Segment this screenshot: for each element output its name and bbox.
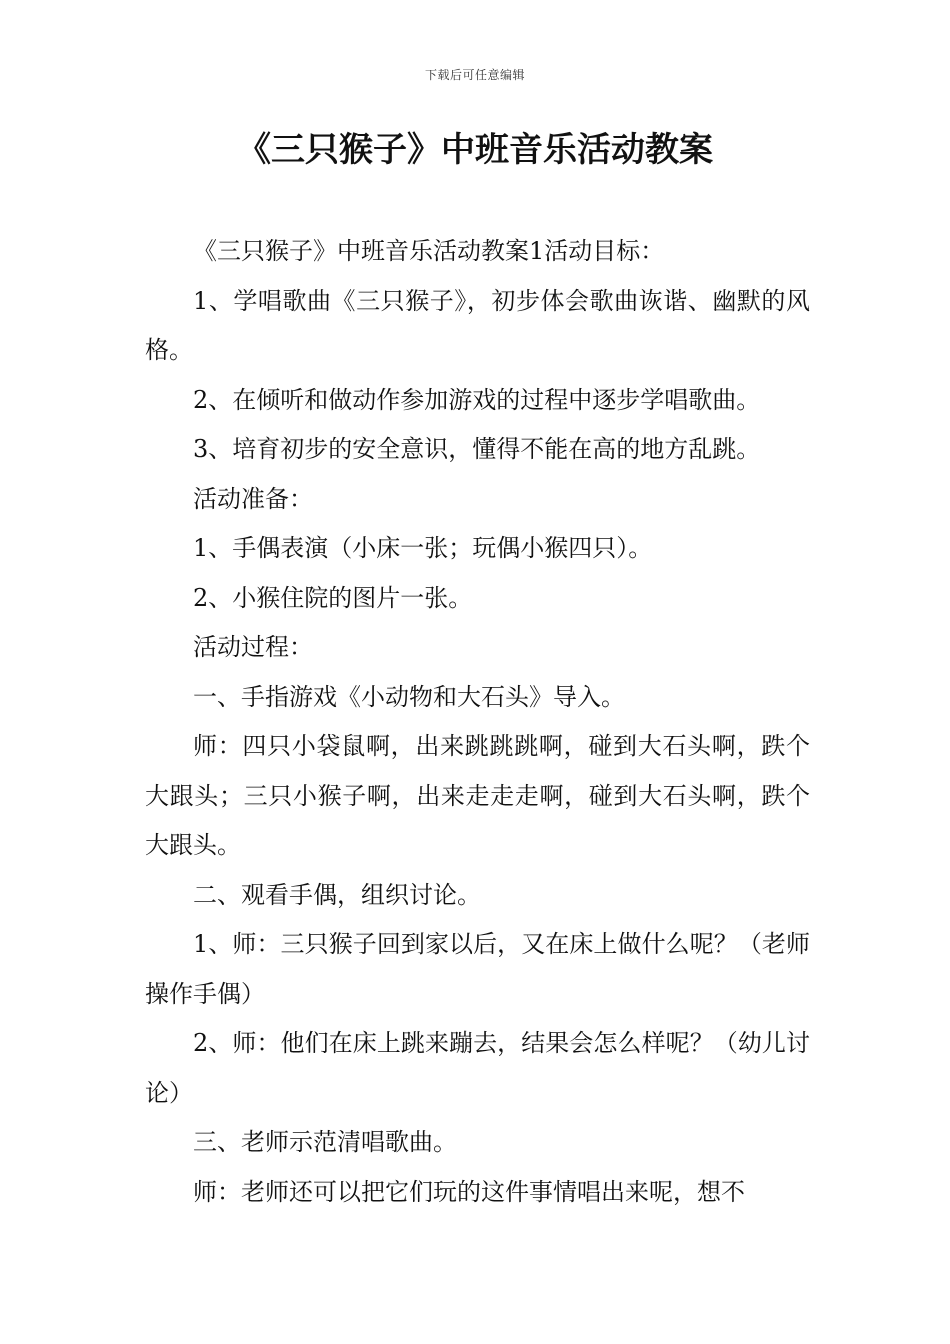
- paragraph-step-2: 二、观看手偶，组织讨论。: [193, 880, 481, 909]
- paragraph-step-1: 一、手指游戏《小动物和大石头》导入。: [193, 682, 625, 711]
- paragraph-step-3: 三、老师示范清唱歌曲。: [193, 1128, 457, 1156]
- header-note: 下载后可任意编辑: [424, 68, 525, 82]
- paragraph-teacher-line: 师：老师还可以把它们玩的这件事情唱出来呢，想不: [193, 1177, 745, 1206]
- paragraph-preparation-1: 1、手偶表演（小床一张；玩偶小猴四只）。: [193, 534, 653, 562]
- document-title: 《三只猴子》中班音乐活动教案: [237, 130, 713, 170]
- section-heading-process: 活动过程：: [193, 633, 313, 661]
- paragraph-question-2: 2、师：他们在床上跳来蹦去，结果会怎么样呢？（幼儿讨论）: [145, 1029, 810, 1107]
- paragraph-goal-1: 1、学唱歌曲《三只猴子》，初步体会歌曲诙谐、幽默的风格。: [145, 286, 810, 364]
- paragraph-intro: 《三只猴子》中班音乐活动教案1活动目标：: [193, 237, 665, 265]
- paragraph-question-1: 1、师：三只猴子回到家以后，又在床上做什么呢？（老师操作手偶）: [145, 930, 810, 1008]
- paragraph-goal-2: 2、在倾听和做动作参加游戏的过程中逐步学唱歌曲。: [193, 385, 761, 414]
- paragraph-goal-3: 3、培育初步的安全意识，懂得不能在高的地方乱跳。: [193, 435, 761, 463]
- paragraph-rhyme: 师：四只小袋鼠啊，出来跳跳跳啊，碰到大石头啊，跌个大跟头；三只小猴子啊，出来走走走啊，碰到大石头啊，跌个大跟头。: [145, 732, 810, 859]
- section-heading-preparation: 活动准备：: [193, 484, 313, 513]
- paragraph-preparation-2: 2、小猴住院的图片一张。: [193, 583, 473, 612]
- document-body: [145, 227, 810, 1217]
